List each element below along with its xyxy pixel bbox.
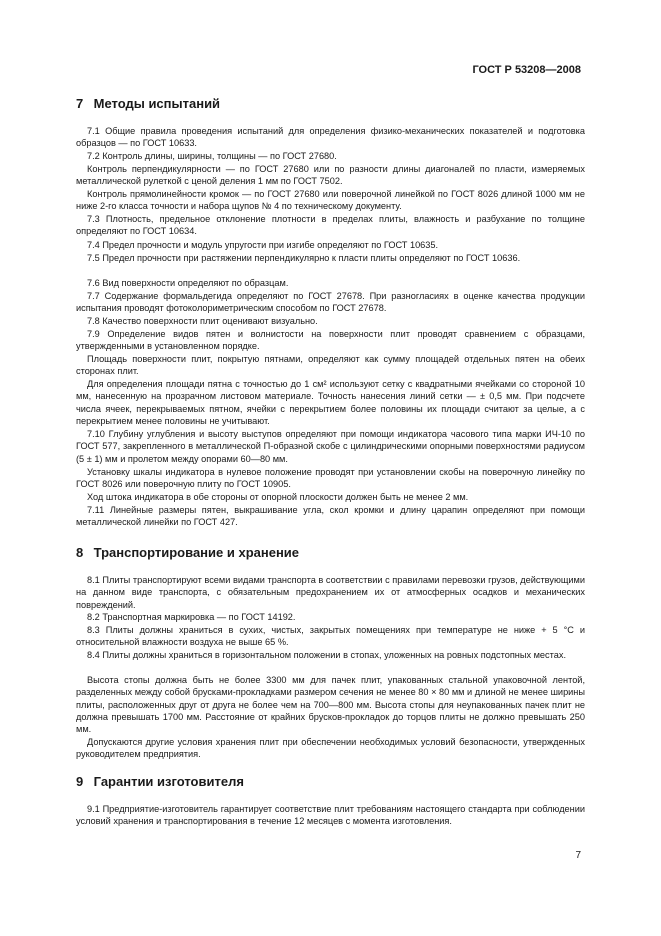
paragraph: 7.1 Общие правила проведения испытаний для определения физико-механических показателей и подготовка образцов — по ГОСТ 10633. [76,126,585,149]
paragraph: Ход штока индикатора в обе стороны от опорной плоскости должен быть не менее 2 мм. [87,492,469,502]
section-number: 8 [76,545,84,560]
paragraph: 8.4 Плиты должны храниться в горизонтальном положении в стопах, уложенных на ровных подстопных местах. [87,650,566,660]
section-number: 7 [76,96,84,111]
section-7-heading [76,96,220,111]
paragraph: Контроль прямолинейности кромок — по ГОСТ 27680 или поверочной линейкой по ГОСТ 8026 длиной 1000 мм не ниже 2-го класса точности и набора щупов № 4 по техническому документу. [76,189,585,212]
paragraph: 7.10 Глубину углубления и высоту выступов определяют при помощи индикатора часового типа марки ИЧ-10 по ГОСТ 577, закрепленного в металлической П-образной скобе с цилиндрическими опорными поверхностями радиусом (5 ± 1) мм и пролетом между опорами 60—80 мм. [76,429,585,464]
section-title: Гарантии изготовителя [93,774,244,789]
paragraph: 8.1 Плиты транспортируют всеми видами транспорта в соответствии с правилами перевозки грузов, действующими на данном виде транспорта, с обязательным предохранением их от атмосферных осадков и механических повреждений. [76,575,585,610]
standard-code-header: ГОСТ Р 53208—2008 [472,64,581,76]
paragraph: 7.2 Контроль длины, ширины, толщины — по ГОСТ 27680. [87,151,337,161]
paragraph: Допускаются другие условия хранения плит при обеспечении необходимых условий безопасности, утвержденных руководителем предприятия. [76,737,585,760]
paragraph: 7.5 Предел прочности при растяжении перпендикулярно к пласти плиты определяют по ГОСТ 10636. [87,253,521,263]
paragraph: 7.7 Содержание формальдегида определяют по ГОСТ 27678. При разногласиях в оценке качества продукции испытания проводят фотоколориметрическим способом по ГОСТ 27678. [76,291,585,314]
paragraph: Для определения площади пятна с точностью до 1 см² используют сетку с квадратными ячейками со стороной 10 мм, нанесенную на прозрачном листовом материале. Точность нанесения линий сетки — ± 0,5 мм. При подсчете числа ячеек, перекрываемых пятном, ячейки с перекрытием более половины их площади считают за целые, а с перекрытием менее половины не учитывают. [76,379,585,426]
section-9-heading [76,774,244,789]
section-number: 9 [76,774,84,789]
section-title: Транспортирование и хранение [93,545,300,560]
paragraph: 9.1 Предприятие-изготовитель гарантирует соответствие плит требованиям настоящего стандарта при соблюдении условий хранения и транспортирования в течение 12 месяцев с момента изготовления. [76,804,585,827]
paragraph: 7.11 Линейные размеры пятен, выкрашивание угла, скол кромки и длину царапин определяют при помощи металлической линейки по ГОСТ 427. [76,505,585,528]
paragraph: Установку шкалы индикатора в нулевое положение проводят при установлении скобы на поверочную линейку по ГОСТ 8026 или поверочную плиту по ГОСТ 10905. [76,467,585,490]
paragraph: 7.8 Качество поверхности плит оценивают визуально. [87,316,318,326]
paragraph: Высота стопы должна быть не более 3300 мм для пачек плит, упакованных стальной упаковочной лентой, разделенных между собой брусками-прокладками размером сечения не менее 80 × 80 мм и длиной не менее ширины плиты, расположенных друг от друга не более чем на 700—800 мм. Высота стопы для неупакованных пачек плит не должна превышать 1700 мм. Расстояние от крайних брусков-прокладок до торцов плиты не должно превышать 250 мм. [76,675,585,735]
paragraph: 7.3 Плотность, предельное отклонение плотности в пределах плиты, влажность и разбухание по толщине определяют по ГОСТ 10634. [76,214,585,237]
paragraph: Контроль перпендикулярности — по ГОСТ 27680 или по разности длины диагоналей по пласти, измеряемых металлической рулеткой с ценой деления 1 мм по ГОСТ 7502. [76,164,585,187]
paragraph: 7.6 Вид поверхности определяют по образцам. [87,278,289,288]
section-title: Методы испытаний [93,96,221,111]
paragraph: 8.2 Транспортная маркировка — по ГОСТ 14192. [87,612,296,622]
paragraph: Площадь поверхности плит, покрытую пятнами, определяют как сумму площадей отдельных пятен на обеих сторонах плит. [76,354,585,377]
paragraph: 8.3 Плиты должны храниться в сухих, чистых, закрытых помещениях при температуре не ниже + 5 °С и относительной влажности воздуха не выше 65 %. [76,625,585,648]
page-number: 7 [575,850,581,861]
paragraph: 7.9 Определение видов пятен и волнистости на поверхности плит проводят сравнением с образцами, утвержденными в установленном порядке. [76,329,585,352]
paragraph: 7.4 Предел прочности и модуль упругости при изгибе определяют по ГОСТ 10635. [87,240,439,250]
section-8-heading [76,545,299,560]
